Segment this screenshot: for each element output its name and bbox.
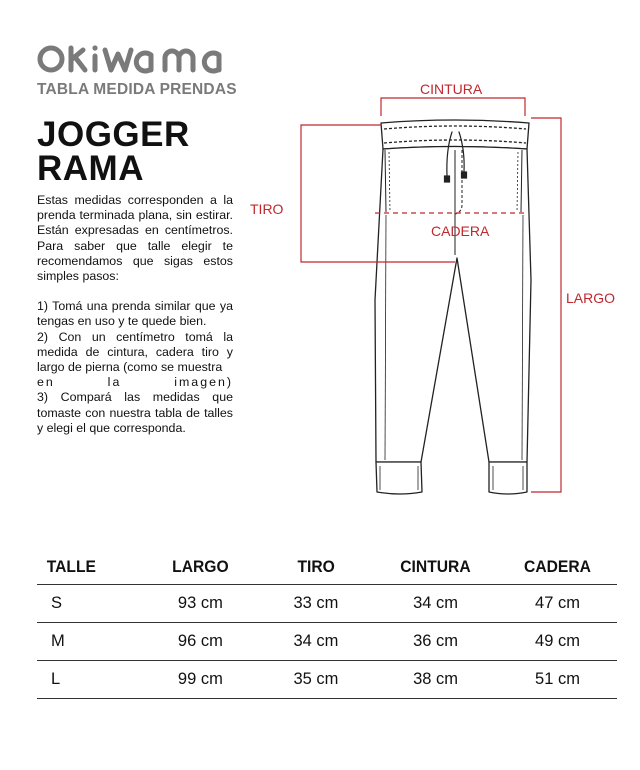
table-row <box>37 661 617 699</box>
cell-talle: L <box>37 661 142 699</box>
header-largo: LARGO <box>147 553 254 585</box>
cell-cadera: 49 cm <box>498 623 617 661</box>
pants-outline <box>375 120 531 494</box>
left-cuff <box>376 462 422 494</box>
cell-cintura: 38 cm <box>373 661 498 699</box>
instructions-step-2: 2) Con un centímetro tomá la medida de cintura, cadera tiro y largo de pierna (como se muestra <box>37 329 233 375</box>
pants-body <box>375 147 531 463</box>
cell-talle: M <box>37 623 142 661</box>
cell-cadera: 51 cm <box>498 661 617 699</box>
instructions-step-1: 1) Tomá una prenda similar que ya tengas en uso y te quede bien. <box>37 299 233 329</box>
cell-talle: S <box>37 585 142 623</box>
largo-label: LARGO <box>566 290 616 306</box>
cell-largo: 96 cm <box>142 623 259 661</box>
logo-subtitle: TABLA MEDIDA PRENDAS <box>37 81 237 98</box>
cadera-label: CADERA <box>431 223 490 239</box>
tiro-label: TIRO <box>250 201 284 217</box>
table-header-row <box>37 553 617 585</box>
instructions-intro: Estas medidas corresponden a la prenda terminada plana, sin estirar. Están expresadas en centímetros. Para saber que talle elegir te recomendamos que sigas estos simples pasos: <box>37 193 233 284</box>
cell-cintura: 36 cm <box>373 623 498 661</box>
header-cadera: CADERA <box>503 553 612 585</box>
cell-tiro: 33 cm <box>259 585 373 623</box>
table-row <box>37 585 617 623</box>
cell-cintura: 34 cm <box>373 585 498 623</box>
size-table <box>37 553 617 699</box>
cell-cadera: 47 cm <box>498 585 617 623</box>
cintura-label: CINTURA <box>420 81 483 97</box>
right-cuff <box>489 462 527 494</box>
header-cintura: CINTURA <box>378 553 493 585</box>
waistband <box>381 120 529 149</box>
cell-tiro: 35 cm <box>259 661 373 699</box>
table-row <box>37 623 617 661</box>
largo-bracket <box>531 118 561 492</box>
product-title-line2: RAMA <box>37 149 144 188</box>
product-title-line1: JOGGER <box>37 115 190 154</box>
instructions-step-3: 3) Compará las medidas que tomaste con nuestra tabla de talles y elegi el que corresponda. <box>37 390 233 435</box>
cintura-bracket <box>381 98 525 116</box>
cell-largo: 93 cm <box>142 585 259 623</box>
cell-tiro: 34 cm <box>259 623 373 661</box>
header-talle: TALLE <box>41 553 138 585</box>
instructions-step-2-continued: en la imagen) <box>37 375 233 390</box>
cell-largo: 99 cm <box>142 661 259 699</box>
header-tiro: TIRO <box>263 553 368 585</box>
